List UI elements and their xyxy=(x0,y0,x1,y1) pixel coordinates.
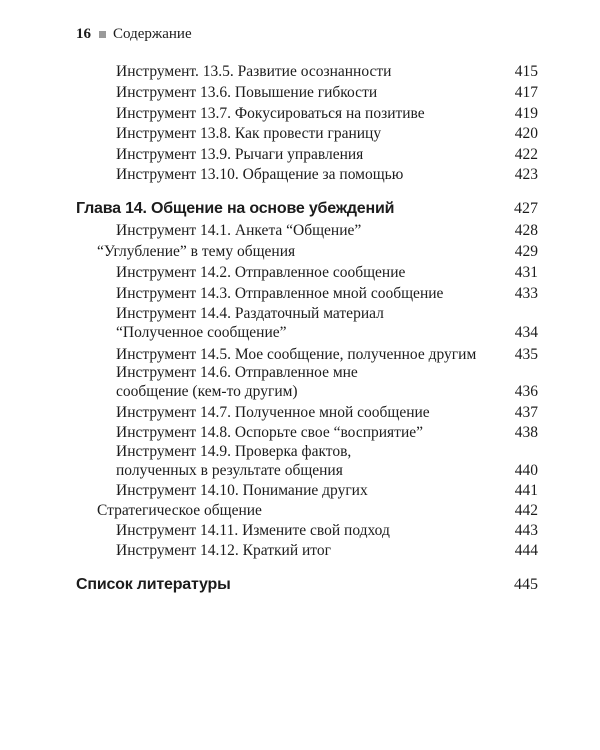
toc-entry-title: Инструмент 14.11. Измените свой подход xyxy=(116,522,390,539)
section-title: Содержание xyxy=(113,26,192,42)
page-number: 16 xyxy=(76,26,91,42)
toc-chapter-title: Глава 14. Общение на основе убеждений xyxy=(76,200,395,217)
toc-entry-title: Инструмент 13.8. Как провести границу xyxy=(116,125,382,142)
toc-entry-title: Инструмент 14.1. Анкета “Общение” xyxy=(116,222,362,239)
toc-entry-title: Инструмент 14.8. Оспорьте свое “восприятие” xyxy=(116,424,423,441)
toc-entry-page: 438 xyxy=(514,424,538,441)
toc-entry-page: 436 xyxy=(514,383,538,400)
toc-entry-title: Инструмент 13.9. Рычаги управления xyxy=(116,146,364,163)
toc-entry-page: 445 xyxy=(514,576,538,593)
toc-chapter-title: Список литературы xyxy=(76,576,231,593)
toc-entry-title: Инструмент 14.12. Краткий итог xyxy=(116,542,331,559)
toc-entry-page: 428 xyxy=(514,222,538,239)
toc-entry-title: Инструмент 14.4. Раздаточный материал “Полученное сообщение” xyxy=(116,305,384,341)
toc-entry-page: 422 xyxy=(514,146,538,163)
toc-entry-page: 443 xyxy=(514,522,538,539)
toc-entry-page: 440 xyxy=(514,462,538,479)
toc-entry-title: Инструмент 14.9. Проверка фактов, полученных в результате общения xyxy=(116,443,352,479)
toc-entry-page: 435 xyxy=(514,346,538,363)
toc-entry-page: 441 xyxy=(514,482,538,499)
toc-entry-page: 444 xyxy=(514,542,538,559)
toc-section-title: “Углубление” в тему общения xyxy=(97,243,296,260)
toc-entry-page: 442 xyxy=(514,502,538,519)
toc-entry-page: 423 xyxy=(514,166,538,183)
toc-entry-title: Инструмент 13.7. Фокусироваться на позитиве xyxy=(116,105,425,122)
toc-entry-title: Инструмент 13.6. Повышение гибкости xyxy=(116,84,378,101)
toc-entry-page: 417 xyxy=(514,84,538,101)
toc-entry-page: 415 xyxy=(514,63,538,80)
toc-entry-page: 419 xyxy=(514,105,538,122)
toc-entry-title: Инструмент 14.2. Отправленное сообщение xyxy=(116,264,406,281)
toc-entry-title: Инструмент 13.10. Обращение за помощью xyxy=(116,166,404,183)
toc-entry-title: Инструмент 14.7. Полученное мной сообщение xyxy=(116,404,430,421)
toc-entry-title: Инструмент 14.6. Отправленное мне сообщение (кем-то другим) xyxy=(116,364,358,400)
toc-entry-page: 429 xyxy=(514,243,538,260)
toc-entry-page: 431 xyxy=(514,264,538,281)
toc-entry-page: 427 xyxy=(514,200,538,217)
toc-entry-page: 434 xyxy=(514,324,538,341)
toc-entry-page: 420 xyxy=(514,125,538,142)
toc-entry-title: Инструмент 14.3. Отправленное мной сообщение xyxy=(116,285,444,302)
toc-entry-page: 433 xyxy=(514,285,538,302)
toc-entry-title: Инструмент 14.5. Мое сообщение, полученное другим xyxy=(116,346,477,363)
toc-section-title: Стратегическое общение xyxy=(97,502,262,519)
toc-entry-page: 437 xyxy=(514,404,538,421)
toc-entry-title: Инструмент 14.10. Понимание других xyxy=(116,482,368,499)
toc-entry-title: Инструмент. 13.5. Развитие осознанности xyxy=(116,63,392,80)
